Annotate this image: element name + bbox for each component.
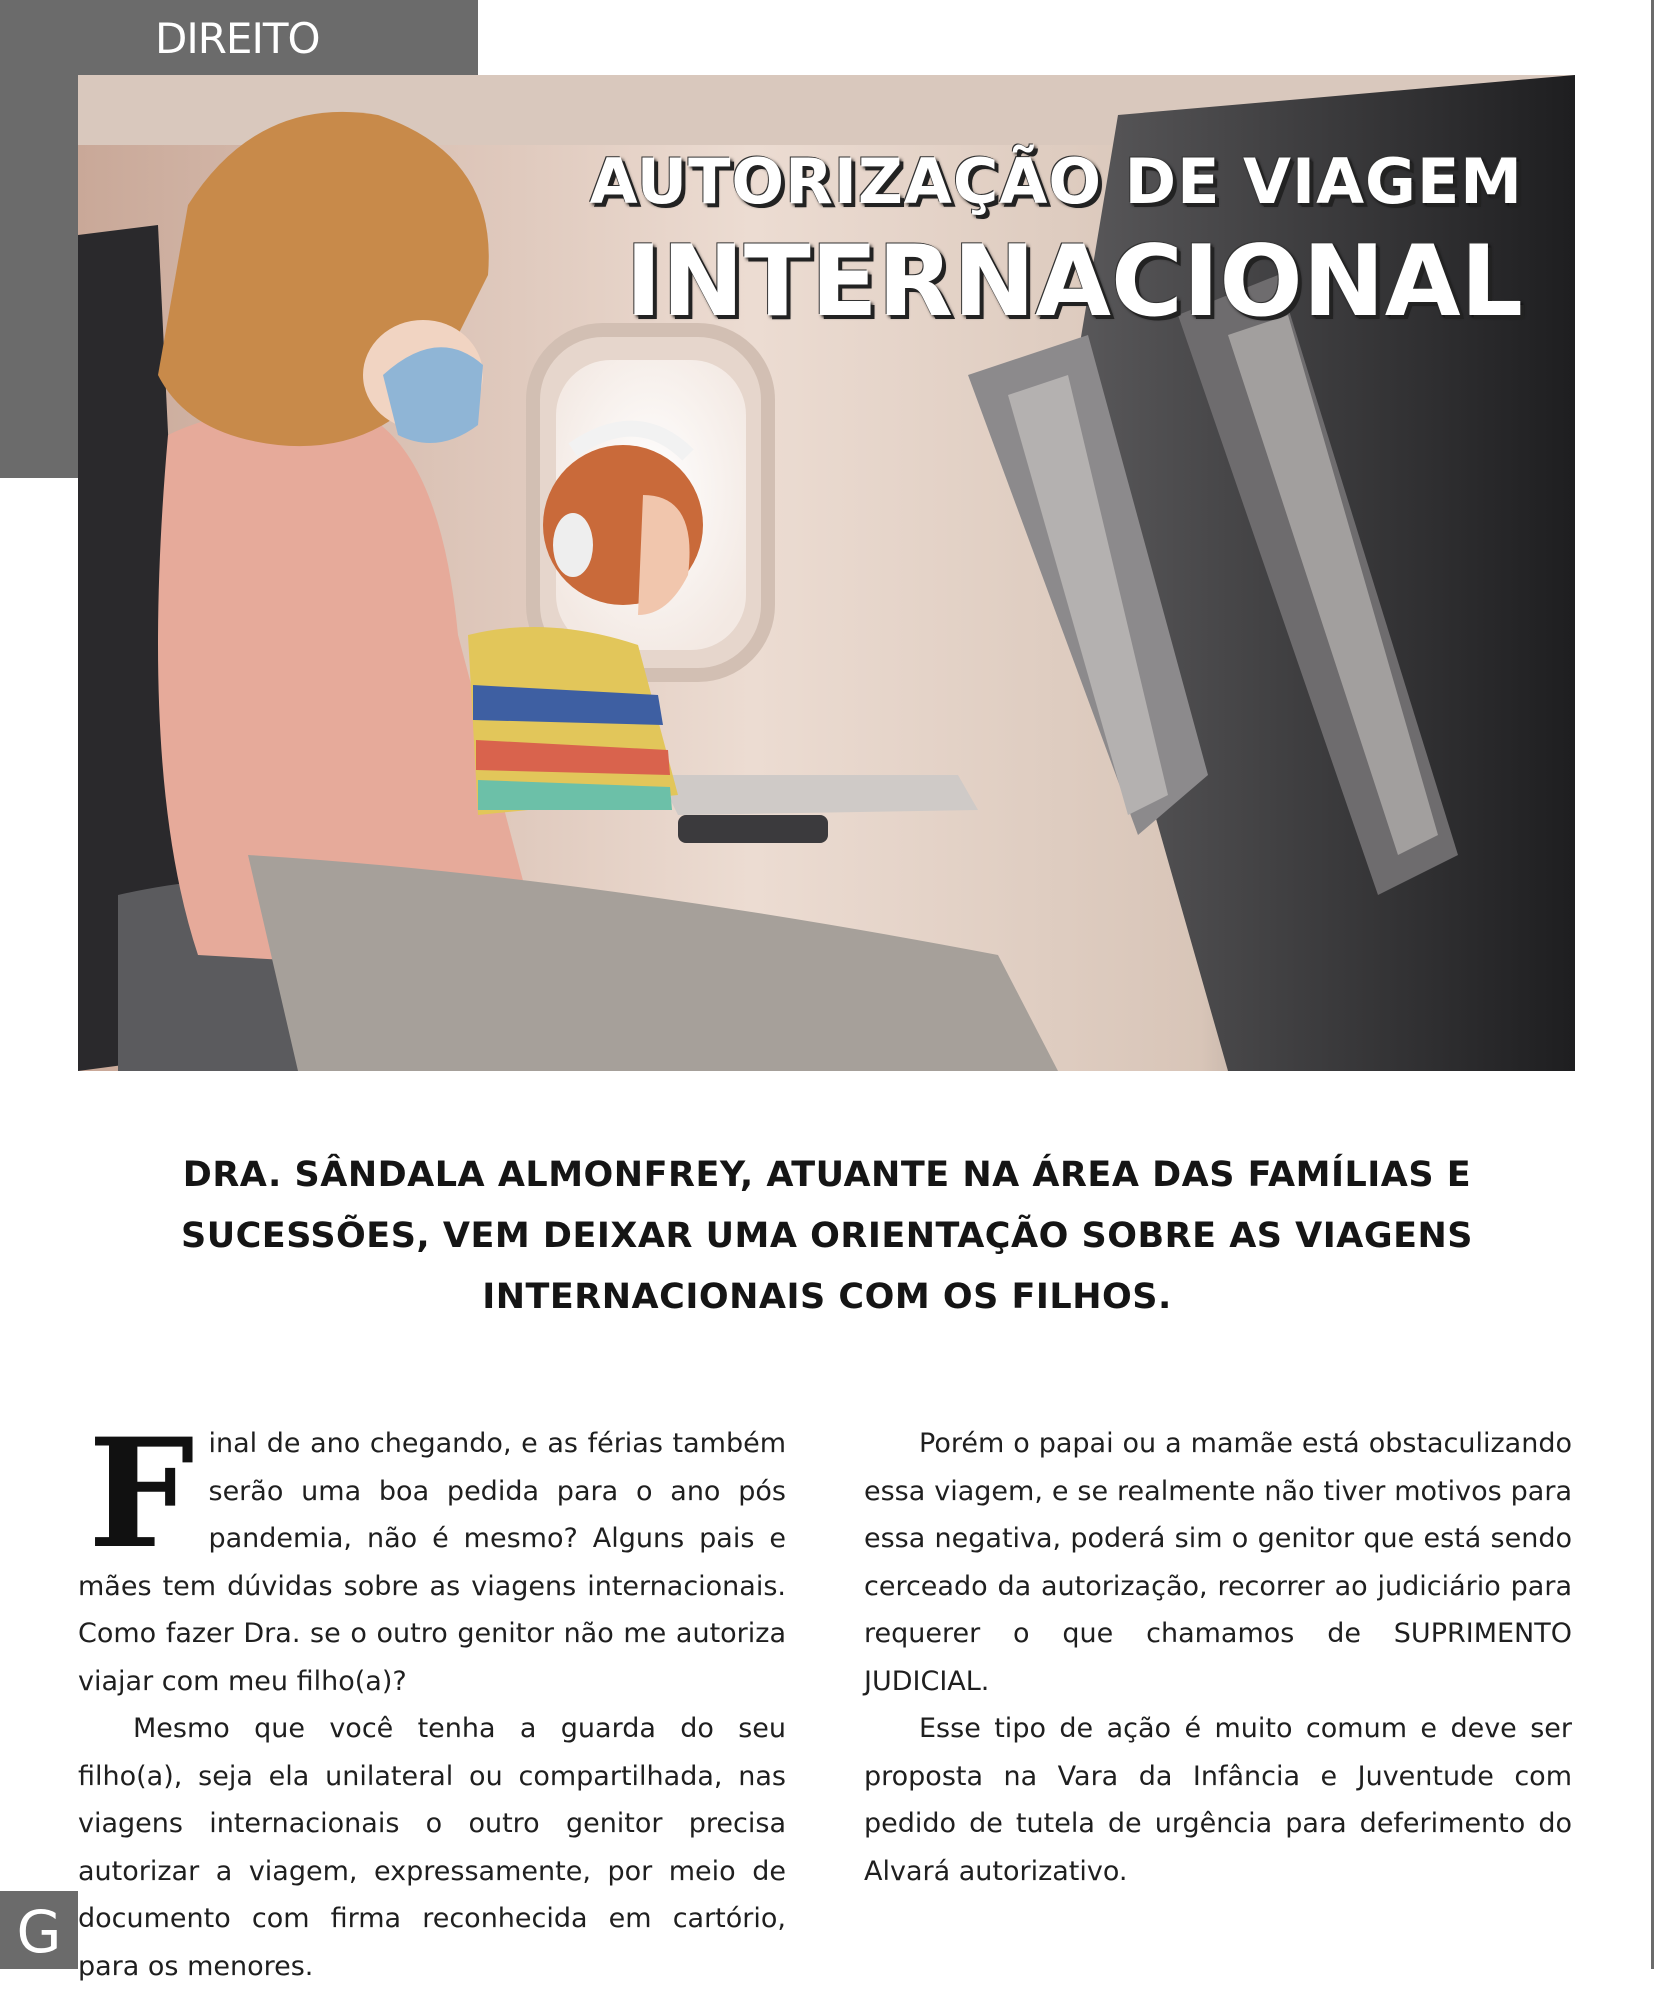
body-column-left: [78, 1406, 786, 1990]
body-paragraph: [78, 1406, 786, 1705]
body-column-right: [864, 1420, 1572, 1895]
body-paragraph-text: inal de ano chegando, e as férias também serão uma boa pedida para o ano pós pandemia, não é mesmo? Alguns pais e mães tem dúvidas sobre as viagens internacionais. Como fazer Dra. se o outro genitor não me autoriza viajar com meu filho(a)?: [78, 1428, 786, 1697]
section-label: DIREITO: [155, 14, 320, 63]
hero-photo: [78, 75, 1575, 1071]
side-accent-bar: [0, 75, 78, 478]
article-title-line2: INTERNACIONAL: [625, 225, 1523, 339]
body-paragraph: Porém o papai ou a mamãe está obstaculizando essa viagem, e se realmente não tiver motivos para essa negativa, poderá sim o genitor que está sendo cerceado da autorização, recorrer ao judiciário para requerer o que chamamos de SUPRIMENTO JUDICIAL.: [864, 1428, 1572, 1697]
body-paragraph: Mesmo que você tenha a guarda do seu filho(a), seja ela unilateral ou compartilhada, nas viagens internacionais o outro genitor precisa autorizar a viagem, expressamente, por meio de documento com firma reconhecida em cartório, para os menores.: [78, 1713, 786, 1982]
article-subtitle: DRA. SÂNDALA ALMONFREY, ATUANTE NA ÁREA DAS FAMÍLIAS E SUCESSÕES, VEM DEIXAR UMA ORIENTAÇÃO SOBRE AS VIAGENS INTERNACIONAIS COM OS FILHOS.: [180, 1155, 1474, 1317]
page-marker: G: [0, 1891, 78, 1969]
section-tab: [0, 0, 478, 75]
drop-cap: F: [88, 1406, 195, 1582]
body-paragraph: Esse tipo de ação é muito comum e deve ser proposta na Vara da Infância e Juventude com pedido de tutela de urgência para deferimento do Alvará autorizativo.: [864, 1713, 1572, 1887]
article-title-line1: AUTORIZAÇÃO DE VIAGEM: [589, 145, 1523, 218]
